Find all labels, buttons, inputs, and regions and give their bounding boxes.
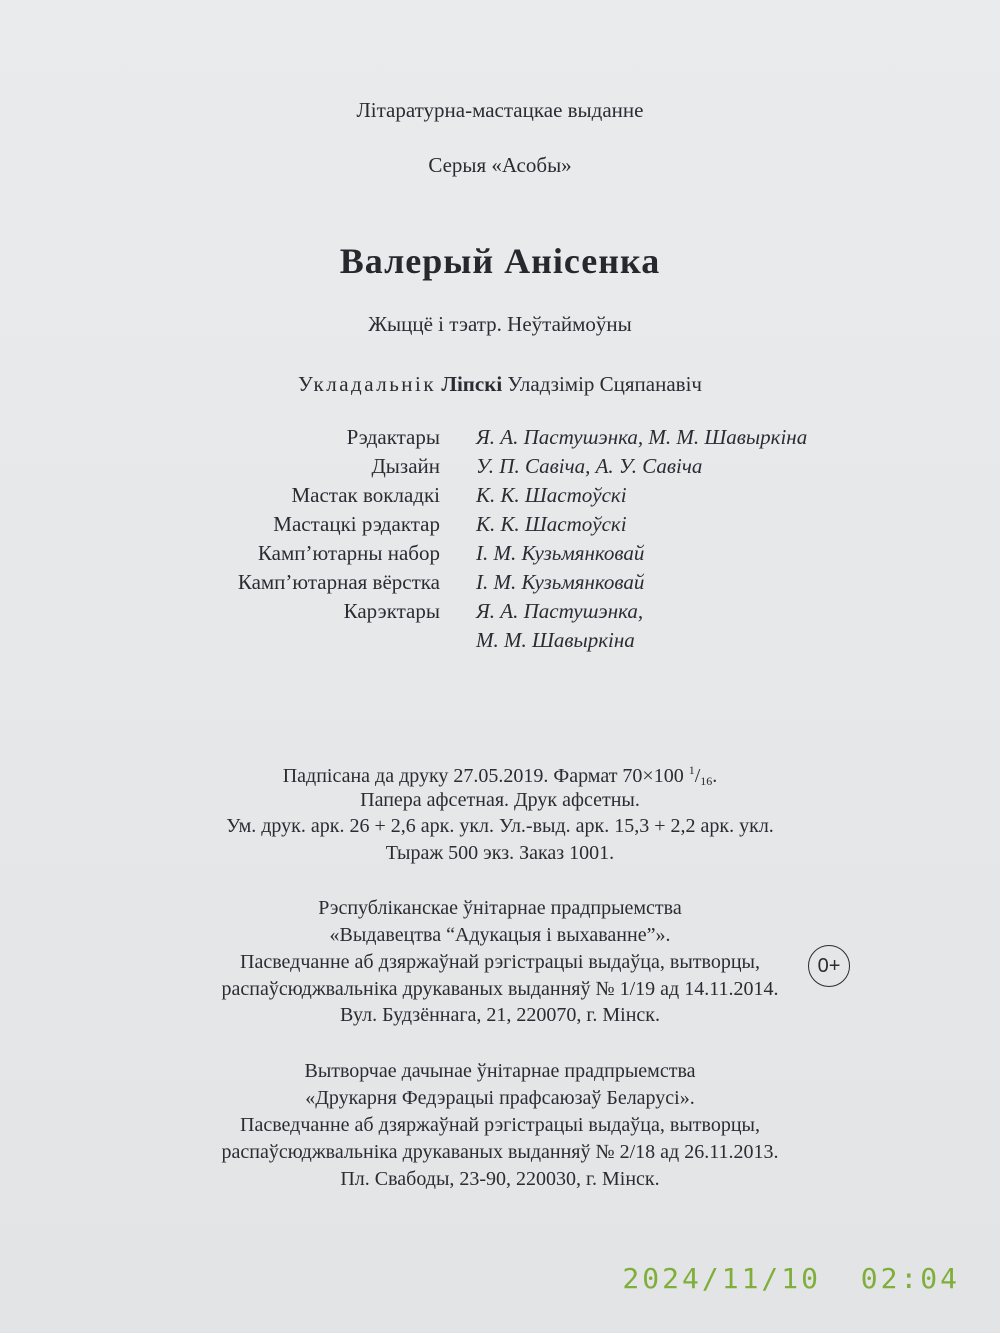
credit-name: У. П. Савіча, А. У. Савіча [476,454,703,478]
print-info-line-3: Ум. друк. арк. 26 + 2,6 арк. укл. Ул.-выд. арк. 15,3 + 2,2 арк. укл. [226,815,774,837]
credit-role: Рэдактары [346,425,440,449]
credit-name: Я. А. Пастушэнка, М. М. Шавыркіна [476,425,808,449]
printer-line-4: распаўсюджвальніка друкаваных выданняў № 2/18 ад 26.11.2013. [221,1141,779,1163]
publisher-line-3: Пасведчанне аб дзяржаўнай рэгістрацыі выдаўца, вытворцы, [240,951,760,973]
author-name: Валерый Анісенка [339,241,661,281]
series-line: Серыя «Асобы» [428,153,572,177]
publisher-line-1: Рэспубліканскае ўнітарнае прадпрыемства [318,897,682,919]
credit-row [0,483,1000,512]
publisher-line-5: Вул. Будзённага, 21, 220070, г. Мінск. [339,1004,661,1026]
printer-line-1: Вытворчае дачынае ўнітарнае прадпрыемства [304,1060,696,1082]
credit-row [0,512,1000,541]
credit-role: Камп’ютарная вёрстка [237,570,440,594]
printer-line-2: «Друкарня Федэрацыі прафсаюзаў Беларусі». [305,1087,695,1109]
compiler-given-names: Уладзімір Сцяпанавіч [507,372,702,396]
compiler-line [0,372,1000,397]
printer-line-5: Пл. Свабоды, 23-90, 220030, г. Мінск. [340,1168,660,1190]
credit-name: Я. А. Пастушэнка, [476,599,644,623]
photo-timestamp: 2024/11/10 02:04 [622,1262,960,1295]
credit-role: Мастацкі рэдактар [273,512,440,536]
credit-role: Мастак вокладкі [291,483,440,507]
credit-row [0,454,1000,483]
credit-name: К. К. Шастоўскі [476,512,627,536]
publisher-line-2: «Выдавецтва “Адукацыя і выхаванне”». [329,924,671,946]
compiler-label: Укладальнік [298,372,437,396]
format-numerator: 1 [688,763,695,777]
credit-row [0,541,1000,570]
credit-row [0,425,1000,454]
credits-list [0,425,1000,657]
printer-line-3: Пасведчанне аб дзяржаўнай рэгістрацыі выдаўца, вытворцы, [240,1114,760,1136]
credit-name: М. М. Шавыркіна [476,628,635,652]
format-denominator: 16 [700,774,713,788]
print-line-end: . [712,765,718,787]
credit-name: К. К. Шастоўскі [476,483,627,507]
print-info-line-1: Падпісана да друку 27.05.2019. Фармат 70×100 $^1/_{16}$. [282,763,718,788]
book-title: Жыццё і тэатр. Неўтаймоўны [368,312,632,336]
print-info-line-2: Папера афсетная. Друк афсетны. [360,789,640,811]
credit-row [0,570,1000,599]
compiler-surname: Ліпскі [441,372,503,396]
publisher-line-4: распаўсюджвальніка друкаваных выданняў № 1/19 ад 14.11.2014. [221,978,779,1000]
genre-line: Літаратурна-мастацкае выданне [356,98,644,122]
credit-name: І. М. Кузьмянковай [476,541,645,565]
print-date-format: Падпісана да друку 27.05.2019. Фармат 70×100 [282,765,684,787]
credit-name: І. М. Кузьмянковай [476,570,645,594]
credit-role: Дызайн [371,454,440,478]
age-rating-badge: 0+ [808,945,850,987]
credit-row [0,628,1000,657]
credit-role: Камп’ютарны набор [257,541,440,565]
credit-role: Карэктары [343,599,440,623]
print-info-line-4: Тыраж 500 экз. Заказ 1001. [385,842,615,864]
credit-row [0,599,1000,628]
